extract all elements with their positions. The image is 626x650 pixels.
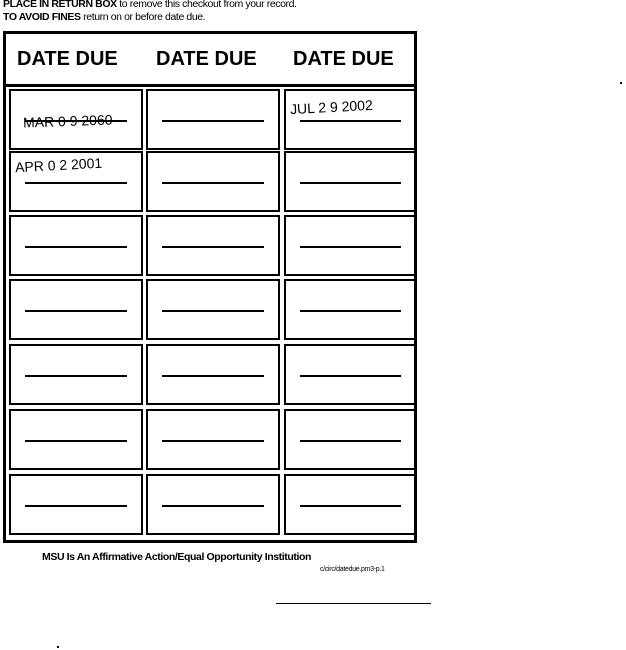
date-due-cell [146,344,280,405]
date-entry-line [162,440,264,442]
date-due-cell [146,409,280,470]
date-due-cell [9,215,143,276]
date-due-cell [284,344,417,405]
date-entry-line [162,310,264,312]
date-entry-line [300,246,401,248]
date-due-cell [9,279,143,340]
header-row [6,34,414,87]
header-date-due-1: DATE DUE [17,48,118,70]
instruction-2-bold: TO AVOID FINES [3,11,81,23]
speck [57,646,59,648]
instruction-2-rest: return on or before date due. [80,11,206,23]
date-entry-line [162,120,264,122]
date-entry-line [25,505,127,507]
date-entry-line [25,246,127,248]
footer-institution: MSU Is An Affirmative Action/Equal Opportunity Institution [42,551,312,563]
header-date-due-2: DATE DUE [156,48,257,70]
speck [620,82,622,84]
bottom-rule [276,603,431,604]
date-entry-line [300,120,401,122]
date-stamp: JUL 2 9 2002 [289,96,374,118]
date-entry-line [300,182,401,184]
date-due-cell [9,344,143,405]
instruction-line-1 [3,0,297,10]
date-due-cell [9,89,143,150]
date-due-cell [146,279,280,340]
date-entry-line [300,505,401,507]
date-due-cell [9,409,143,470]
date-entry-line [300,310,401,312]
form-code: c/circ/datedue.pm3-p.1 [320,566,385,573]
date-due-cell [284,474,417,535]
date-entry-line [300,375,401,377]
date-due-cell [284,151,417,212]
date-due-cell [284,279,417,340]
date-due-cell [146,474,280,535]
date-due-card [3,31,417,543]
date-due-cell [284,89,417,150]
date-entry-line [162,246,264,248]
date-due-cell [146,151,280,212]
date-stamp: MAR 0 9 2060 [22,111,113,131]
instruction-line-2 [3,11,205,23]
date-entry-line [25,375,127,377]
instruction-1-bold: PLACE IN RETURN BOX [3,0,117,10]
date-due-cell [9,474,143,535]
date-due-cell [9,151,143,212]
date-entry-line [162,505,264,507]
date-due-cell [146,215,280,276]
date-due-cell [146,89,280,150]
date-due-cell [284,409,417,470]
instruction-1-rest: to remove this checkout from your record. [116,0,297,10]
date-entry-line [300,440,401,442]
header-date-due-3: DATE DUE [293,48,394,70]
date-entry-line [162,182,264,184]
date-stamp: APR 0 2 2001 [14,154,103,176]
date-entry-line [25,182,127,184]
date-entry-line [25,440,127,442]
date-entry-line [162,375,264,377]
date-due-cell [284,215,417,276]
date-entry-line [25,310,127,312]
